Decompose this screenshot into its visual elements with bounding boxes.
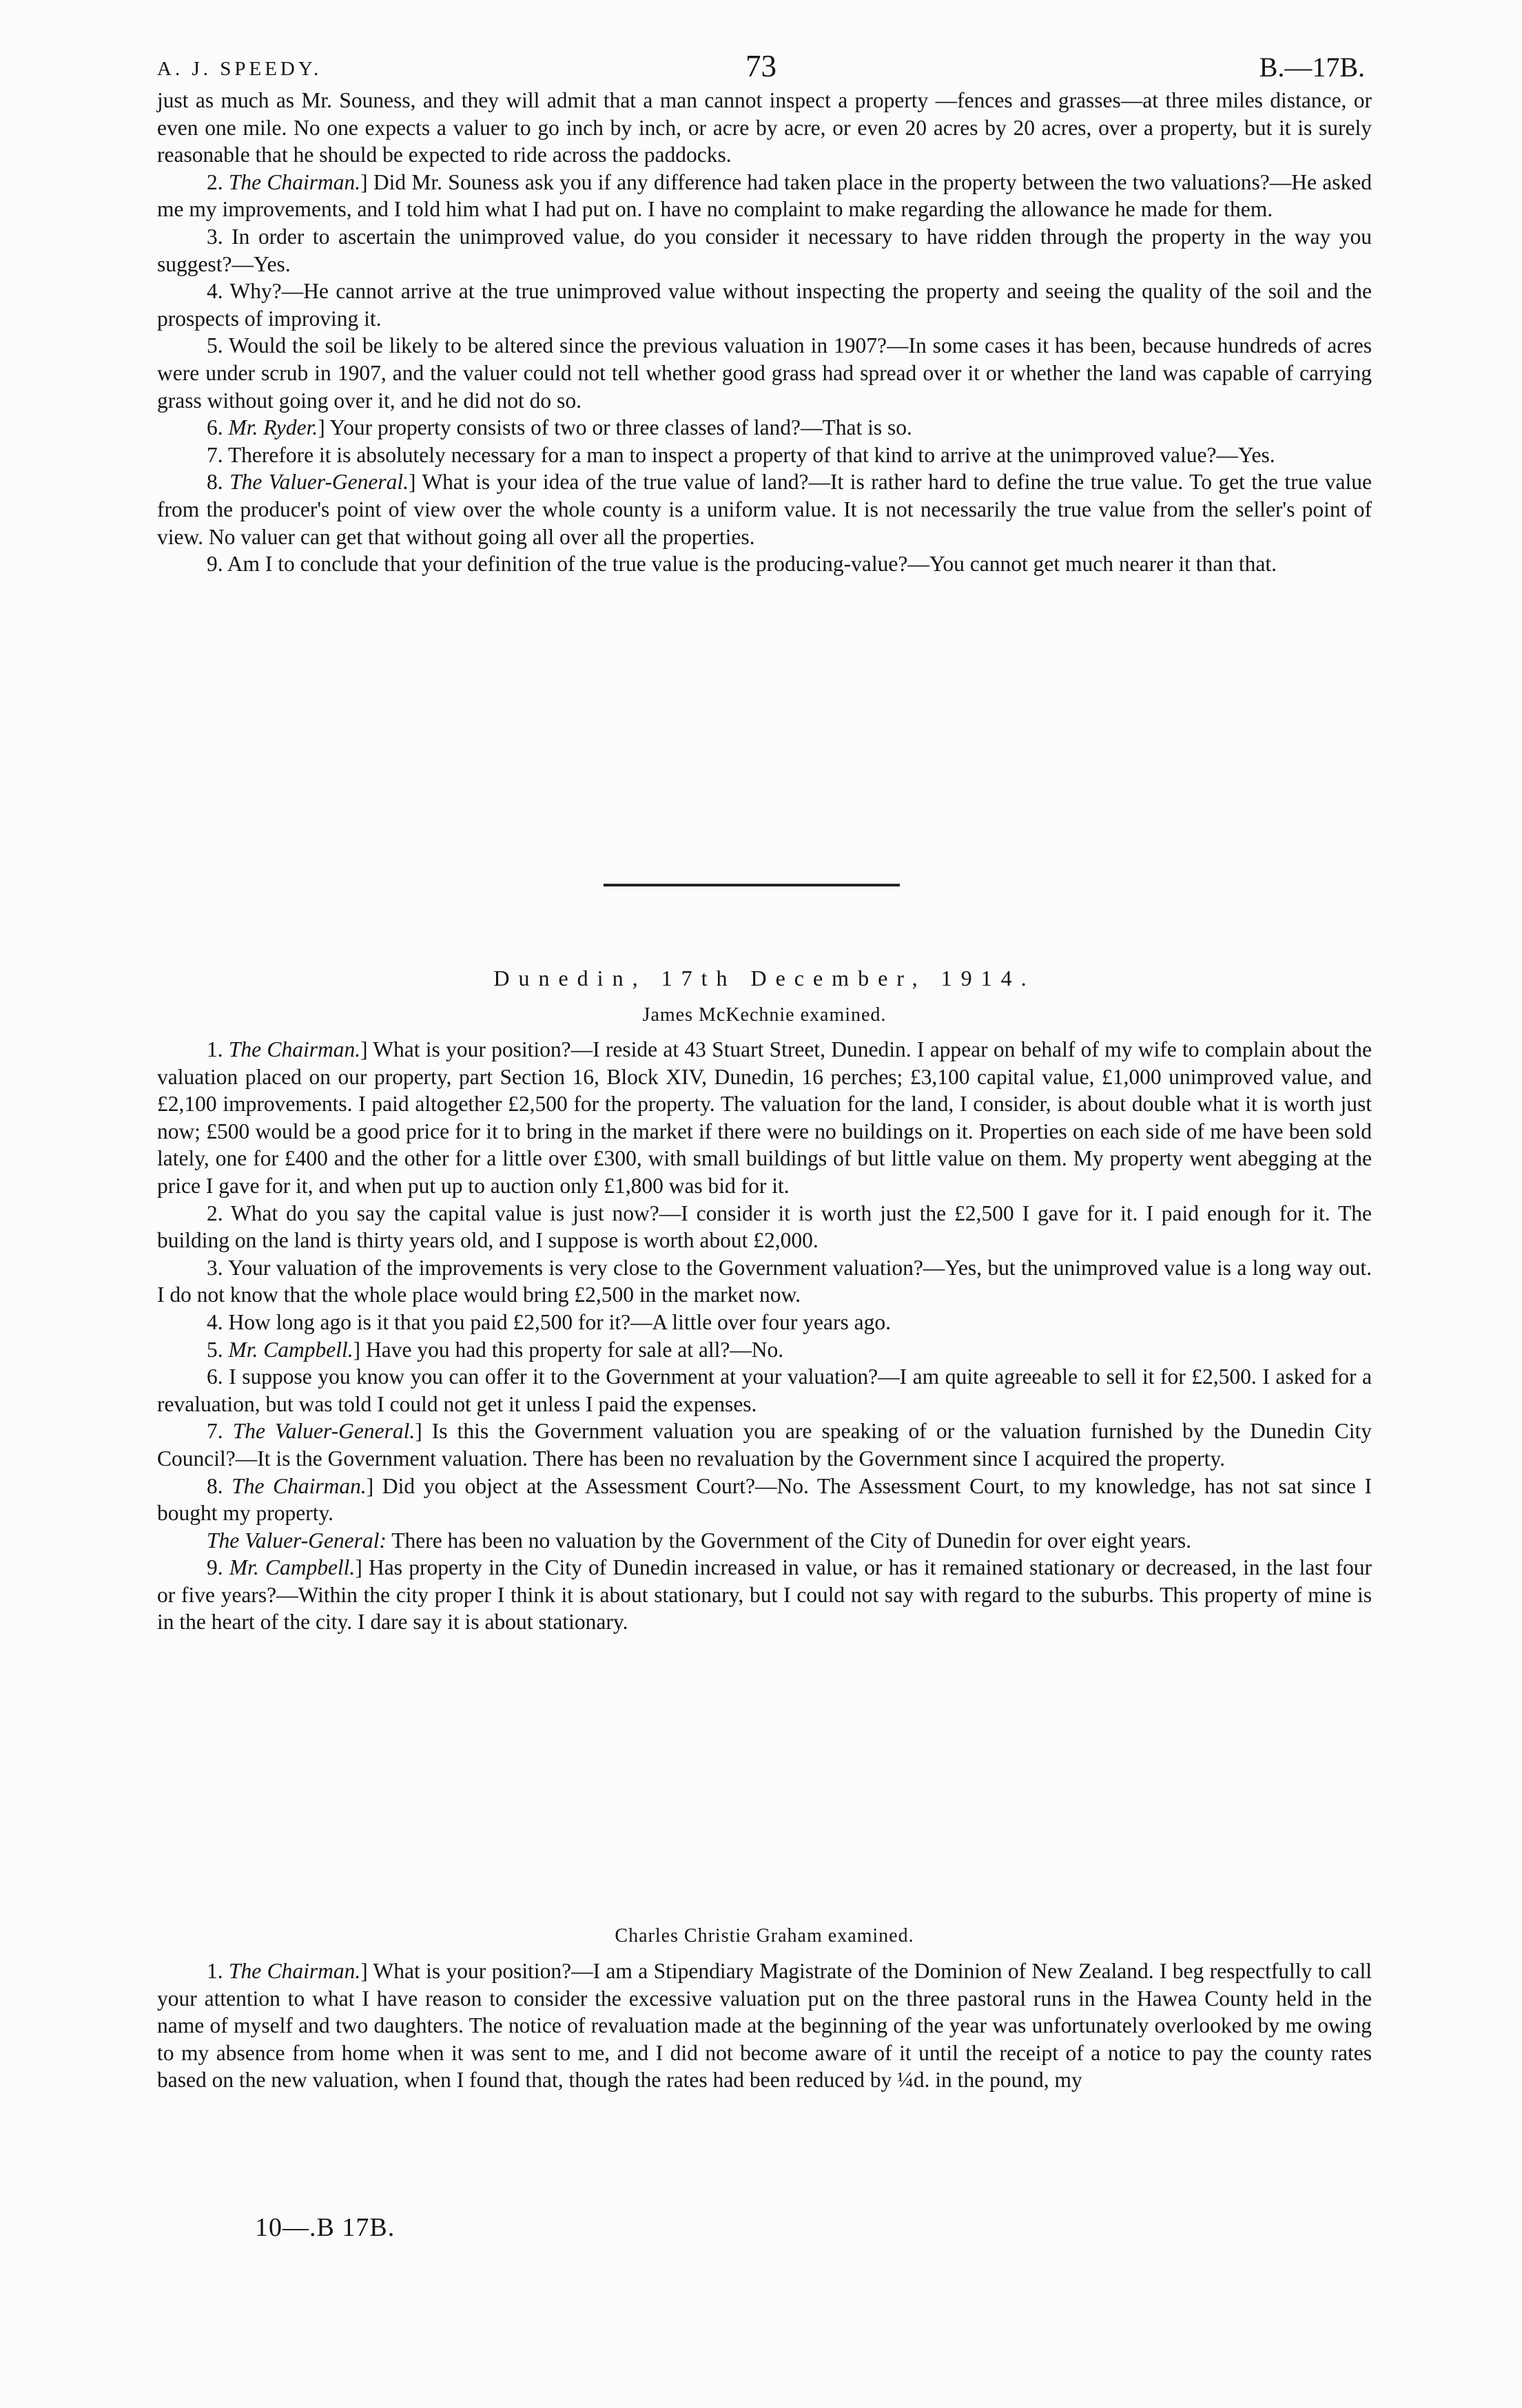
paragraph: 5. Mr. Campbell.] Have you had this property for sale at all?—No. [207, 1337, 784, 1362]
paragraph: 2. What do you say the capital value is just now?—I consider it is worth just the £2,500 I gave for it. I paid enough for it. The building on the land is thirty years old, and I suppose is worth about £2,000. [157, 1201, 1372, 1253]
speaker: The Valuer-General. [229, 470, 409, 495]
paragraph: 7. The Valuer-General.] Is this the Government valuation you are speaking of or the valuation furnished by the Dunedin City Council?—It is the Government valuation. There has been no revaluation by the Government since I acquired the property. [157, 1419, 1372, 1471]
paragraph: 8. The Chairman.] Did you object at the Assessment Court?—No. The Assessment Court, to my knowledge, has not sat since I bought my property. [157, 1473, 1372, 1526]
paragraph: 6. I suppose you know you can offer it to the Government at your valuation?—I am quite agreeable to sell it for £2,500. I asked for a revaluation, but was told I could not get it unless I paid the expenses. [157, 1364, 1372, 1416]
paragraph: 1. The Chairman.] What is your position?—I reside at 43 Stuart Street, Dunedin. I appear on behalf of my wife to complain about the valuation placed on our property, part Section 16, Block XIV, Dunedin, 16 perches; £3,100 capital value, £1,000 unimproved value, and £2,100 improvements. I paid altogether £2,500 for the property. The valuation for the land, I consider, is about double what it is worth just now; £500 would be a good price for it to bring in the market if there were no buildings on it. Properties on each side of me have been sold lately, one for £400 and the other for a little over £300, with small buildings of but little value on them. My property went abegging at the price I gave for it, and when put up to auction only £1,800 was bid for it. [157, 1037, 1372, 1198]
paragraph: 1. The Chairman.] What is your position?—I am a Stipendiary Magistrate of the Dominion of New Zealand. I beg respectfully to call your attention to what I have reason to consider the excessive valuation put on the three pastoral runs in the Hawea County held in the name of myself and two daughters. The notice of revaluation made at the beginning of the year was unfortunately overlooked by me owing to my absence from home when it was sent to me, and I did not become aware of it until the receipt of a notice to pay the county rates based on the new valuation, when I found that, though the rates had been reduced by ¼d. in the pound, my [157, 1959, 1372, 2093]
speaker: Mr. Campbell. [229, 1555, 356, 1580]
paragraph: 2. The Chairman.] Did Mr. Souness ask you if any difference had taken place in the property between the two valuations?—He asked me my improvements, and I told him what I had put on. I have no complaint to make regarding the allowance he made for them. [157, 169, 1372, 222]
paragraph: 9. Am I to conclude that your definition of the true value is the producing-value?—You cannot get much nearer it than that. [207, 552, 1277, 577]
header-witness-name: A. J. SPEEDY. [157, 58, 322, 80]
evidence-section [157, 1958, 1372, 2094]
paragraph: 4. How long ago is it that you paid £2,500 for it?—A little over four years ago. [207, 1309, 891, 1334]
paragraph: 6. Mr. Ryder.] Your property consists of two or three classes of land?—That is so. [207, 415, 912, 440]
page-number: 73 [745, 49, 777, 83]
witness-heading: James McKechnie examined. [642, 1004, 887, 1026]
paragraph: 3. In order to ascertain the unimproved value, do you consider it necessary to have ridden through the property in the way you suggest?—Yes. [157, 224, 1372, 276]
paragraph: 8. The Valuer-General.] What is your idea of the true value of land?—It is rather hard to define the true value. To get the true value from the producer's point of view over the whole county is a uniform value. It is not necessarily the true value from the seller's point of view. No valuer can get that without going all over all the properties. [157, 470, 1372, 549]
evidence-section-continued [157, 87, 1372, 578]
speaker: The Chairman. [229, 1959, 361, 1983]
speaker: The Chairman. [228, 1037, 361, 1061]
paragraph: 3. Your valuation of the improvements is very close to the Government valuation?—Yes, but the unimproved value is a long way out. I do not know that the whole place would bring £2,500 in the market now. [157, 1255, 1372, 1307]
paragraph: 9. Mr. Campbell.] Has property in the City of Dunedin increased in value, or has it remained stationary or decreased, in the last four or five years?—Within the city proper I think it is about stationary, but I could not say with regard to the suburbs. This property of mine is in the heart of the city. I dare say it is about stationary. [157, 1555, 1372, 1634]
dateline: Dunedin, 17th December, 1914. [493, 966, 1036, 990]
page-header [157, 48, 1365, 90]
paragraph: 4. Why?—He cannot arrive at the true unimproved value without inspecting the property and seeing the quality of the soil and the prospects of improving it. [157, 279, 1372, 331]
speaker: The Chairman. [232, 1473, 367, 1498]
paragraph: The Valuer-General: There has been no valuation by the Government of the City of Dunedin for over eight years. [207, 1528, 1192, 1553]
paragraph: just as much as Mr. Souness, and they will admit that a man cannot inspect a property —fences and grasses—at three miles distance, or even one mile. No one expects a valuer to go inch by inch, or acre by acre, or even 20 acres by 20 acres, over a property, but it is surely reasonable that he should be expected to ride across the paddocks. [157, 88, 1372, 167]
speaker: Mr. Campbell. [228, 1337, 353, 1362]
paragraph: 7. Therefore it is absolutely necessary for a man to inspect a property of that kind to arrive at the unimproved value?—Yes. [207, 442, 1275, 467]
section-divider [604, 884, 900, 886]
paragraph: 5. Would the soil be likely to be altered since the previous valuation in 1907?—In some cases it has been, because hundreds of acres were under scrub in 1907, and the valuer could not tell whether good grass had spread over it or whether the land was capable of carrying grass without going over it, and he did not do so. [157, 333, 1372, 413]
witness-heading: Charles Christie Graham examined. [615, 1925, 914, 1947]
paper-reference: B.—17B. [1259, 52, 1365, 83]
signature-mark: 10—.B 17B. [255, 2213, 395, 2242]
speaker: The Chairman. [228, 169, 361, 194]
speaker: The Valuer-General. [232, 1419, 415, 1444]
evidence-section [157, 1036, 1372, 1636]
speaker: The Valuer-General: [207, 1528, 387, 1553]
speaker: Mr. Ryder. [228, 415, 318, 440]
